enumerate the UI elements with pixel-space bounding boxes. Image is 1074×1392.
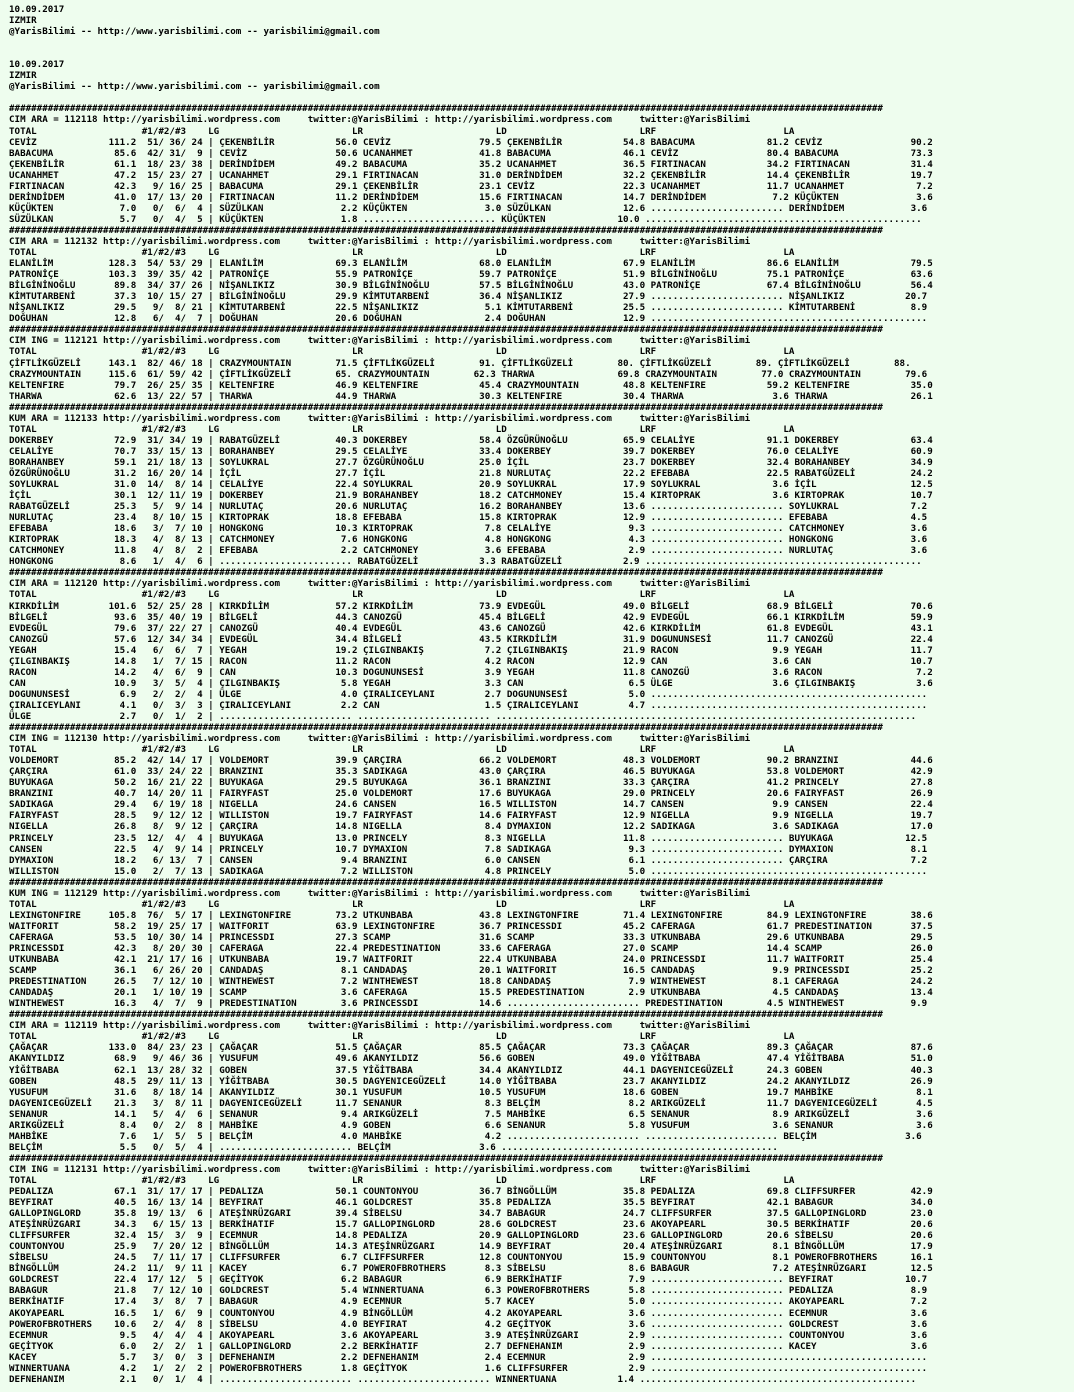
table-row: BEYFIRAT 40.5 16/ 13/ 14 | BEYFIRAT 46.1 GOLDCREST 35.8 PEDALIZA 35.5 BEYFIRAT 42.1 BABAGUR 34.0 <box>9 1197 933 1209</box>
table-row: PRINCESSDI 42.3 8/ 20/ 30 | CAFERAGA 22.4 PREDESTINATION 33.6 CAFERAGA 27.0 SCAMP 14.4 SCAMP 26.0 <box>9 942 933 954</box>
table-row: ÇEKENBİLİR 61.1 18/ 23/ 38 | DERİNDİDEM 49.2 BABACUMA 35.2 UCANAHMET 36.5 FIRTINACAN 34.2 FIRTINACAN 31.4 <box>9 158 933 170</box>
table-row: ECEMNUR 9.5 4/ 4/ 4 | AKOYAPEARL 3.6 AKOYAPEARL 3.9 ATEŞİNRÜZGARI 2.9 ........................ COUNTONYOU 3.6 <box>9 1329 928 1341</box>
table-row: CATCHMONEY 11.8 4/ 8/ 2 | EFEBABA 2.2 CATCHMONEY 3.6 EFEBABA 2.9 ........................ NURLUTAÇ 3.6 <box>9 545 928 557</box>
table-row: CRAZYMOUNTAIN 115.6 61/ 59/ 42 | ÇİFTLİKGÜZELİ 65. CRAZYMOUNTAIN 62.3 THARWA 69.8 CRAZYMOUNTAIN 77.0 CRAZYMOUNTAIN 79.6 <box>9 368 928 380</box>
text-line <box>9 48 1074 59</box>
column-header-line: TOTAL #1/#2/#3 LG LR LD LRF LA <box>9 125 795 137</box>
section-separator: ############################################################################################################################################################## <box>9 324 883 336</box>
table-row: BABACUMA 85.6 42/ 31/ 9 | CEVİZ 50.6 UCANAHMET 41.8 BABACUMA 46.1 CEVİZ 80.4 BABACUMA 73.3 <box>9 147 933 159</box>
column-header-line: TOTAL #1/#2/#3 LG LR LD LRF LA <box>9 1174 795 1186</box>
table-row: SENANUR 14.1 5/ 4/ 6 | SENANUR 9.4 ARIKGÜZELİ 7.5 MAHBİKE 6.5 SENANUR 8.9 ARIKGÜZELİ 3.6 <box>9 1108 933 1120</box>
table-row: ARIKGÜZELİ 8.4 0/ 2/ 8 | MAHBİKE 4.9 GOBEN 6.6 SENANUR 5.8 YUSUFUM 3.6 SENANUR 3.6 <box>9 1119 933 1131</box>
table-row: BORAHANBEY 59.1 21/ 18/ 13 | SOYLUKRAL 27.7 ÖZGÜRÜNOĞLU 25.0 İÇİL 23.7 DOKERBEY 32.4 BORAHANBEY 34.9 <box>9 456 933 468</box>
table-row: WINNERTUANA 4.2 1/ 2/ 2 | POWEROFBROTHERS 1.8 GEÇİTYOK 1.6 CLIFFSURFER 2.9 .................................................. <box>9 1362 928 1374</box>
section-separator: ############################################################################################################################################################## <box>9 224 883 236</box>
table-row: BİLGELİ 93.6 35/ 40/ 19 | BİLGELİ 44.3 CANOZGÜ 45.4 BİLGELİ 42.9 EVDEGÜL 66.1 KIRKDİLİM 59.9 <box>9 611 933 623</box>
table-row: UCANAHMET 47.2 15/ 23/ 27 | UCANAHMET 29.1 FIRTINACAN 31.0 DERİNDİDEM 32.2 ÇEKENBİLİR 14.4 ÇEKENBİLİR 19.7 <box>9 169 933 181</box>
race-header-line: CIM ARA = 112118 http://yarisbilimi.wordpress.com twitter:@YarisBilimi : http://yarisbilimi.wordpress.com twitter:@YarisBilimi <box>9 114 751 126</box>
section-separator: ############################################################################################################################################################## <box>9 567 883 579</box>
table-row: BUYUKAGA 50.2 16/ 21/ 22 | BUYUKAGA 29.5 BUYUKAGA 36.1 BRANZINI 33.3 ÇARÇIRA 41.2 PRINCELY 27.8 <box>9 777 933 789</box>
table-row: NIGELLA 26.8 8/ 9/ 12 | ÇARÇIRA 14.8 NIGELLA 8.4 DYMAXION 12.2 SADIKAGA 3.6 SADIKAGA 17.0 <box>9 821 933 833</box>
table-row: GOLDCREST 22.4 17/ 12/ 5 | GEÇİTYOK 6.2 BABAGUR 6.9 BERKİHATIF 7.9 ........................ BEYFIRAT 10.7 <box>9 1274 928 1286</box>
race-header-line: KUM ING = 112129 http://yarisbilimi.wordpress.com twitter:@YarisBilimi : http://yarisbilimi.wordpress.com twitter:@YarisBilimi <box>9 887 751 899</box>
table-row: EVDEGÜL 79.6 37/ 22/ 27 | CANOZGÜ 40.4 EVDEGÜL 43.6 CANOZGÜ 42.6 KIRKDİLİM 61.8 EVDEGÜL 43.1 <box>9 622 933 634</box>
column-header-line: TOTAL #1/#2/#3 LG LR LD LRF LA <box>9 589 795 601</box>
table-row: ÇARÇIRA 61.0 33/ 24/ 22 | BRANZINI 35.3 SADIKAGA 43.0 ÇARÇIRA 46.5 BUYUKAGA 53.8 VOLDEMORT 42.9 <box>9 766 933 778</box>
table-row: YİĞİTBABA 62.1 13/ 28/ 32 | GOBEN 37.5 YİĞİTBABA 34.4 AKANYILDIZ 44.1 DAGYENICEGÜZELİ 24.3 GOBEN 40.3 <box>9 1064 933 1076</box>
table-row: VOLDEMORT 85.2 42/ 14/ 17 | VOLDEMORT 39.9 ÇARÇIRA 66.2 VOLDEMORT 48.3 VOLDEMORT 90.2 BRANZINI 44.6 <box>9 755 933 767</box>
table-row: FAIRYFAST 28.5 9/ 12/ 12 | WILLISTON 19.7 FAIRYFAST 14.6 FAIRYFAST 12.9 NIGELLA 9.9 NIGELLA 19.7 <box>9 810 933 822</box>
table-row: ELANİLİM 128.3 54/ 53/ 29 | ELANİLİM 69.3 ELANİLİM 68.0 ELANİLİM 67.9 ELANİLİM 86.6 ELANİLİM 79.5 <box>9 258 933 270</box>
table-row: İÇİL 30.1 12/ 11/ 19 | DOKERBEY 21.9 BORAHANBEY 18.2 CATCHMONEY 15.4 KIRTOPRAK 3.6 KIRTOPRAK 10.7 <box>9 490 933 502</box>
race-header-line: CIM ING = 112130 http://yarisbilimi.wordpress.com twitter:@YarisBilimi : http://yarisbilimi.wordpress.com twitter:@YarisBilimi <box>9 733 751 745</box>
table-row: SİBELSU 24.5 7/ 11/ 17 | CLIFFSURFER 6.7 CLIFFSURFER 12.8 COUNTONYOU 15.9 COUNTONYOU 8.1 POWEROFBROTHERS 16.1 <box>9 1252 933 1264</box>
table-row: RACON 14.2 4/ 6/ 9 | CAN 10.3 DOGUNUNSESİ 3.9 YEGAH 11.8 CANOZGÜ 3.6 RACON 7.2 <box>9 666 933 678</box>
table-row: DEFNEHANIM 2.1 0/ 1/ 4 | ........................ ........................ WINNERTUANA 1.4 .................................................. <box>9 1373 917 1385</box>
table-row: KACEY 5.7 3/ 0/ 3 | DEFNEHANIM 2.2 DEFNEHANIM 2.4 ECEMNUR 2.9 .................................................. <box>9 1351 928 1363</box>
table-row: CAFERAGA 53.5 10/ 30/ 14 | PRINCESSDI 27.3 SCAMP 31.6 SCAMP 33.3 UTKUNBABA 29.6 UTKUNBABA 29.5 <box>9 931 933 943</box>
column-header-line: TOTAL #1/#2/#3 LG LR LD LRF LA <box>9 1031 795 1043</box>
table-row: SCAMP 36.1 6/ 26/ 20 | CANDADAŞ 8.1 CANDADAŞ 20.1 WAITFORIT 16.5 CANDADAŞ 9.9 PRINCESSDI 25.2 <box>9 965 933 977</box>
table-row: NİŞANLIKIZ 29.5 9/ 8/ 21 | KİMTUTARBENİ 22.5 NİŞANLIKIZ 5.1 KİMTUTARBENİ 25.5 ........................ KİMTUTARBENİ 8.9 <box>9 302 928 314</box>
race-header-line: CIM ARA = 112120 http://yarisbilimi.wordpress.com twitter:@YarisBilimi : http://yarisbilimi.wordpress.com twitter:@YarisBilimi <box>9 578 751 590</box>
text-line: IZMIR <box>9 15 37 27</box>
table-row: WINTHEWEST 16.3 4/ 7/ 9 | PREDESTINATION 3.6 PRINCESSDI 14.6 ........................ PREDESTINATION 4.5 WINTHEWEST 9.9 <box>9 998 928 1010</box>
race-header-line: CIM ARA = 112119 http://yarisbilimi.wordpress.com twitter:@YarisBilimi : http://yarisbilimi.wordpress.com twitter:@YarisBilimi <box>9 1020 751 1032</box>
table-row: AKANYILDIZ 68.9 9/ 46/ 36 | YUSUFUM 49.6 AKANYILDIZ 56.6 GOBEN 49.0 YİĞİTBABA 47.4 YİĞİTBABA 51.0 <box>9 1053 933 1065</box>
table-row: GALLOPINGLORD 35.8 19/ 13/ 6 | ATEŞİNRÜZGARI 39.4 SİBELSU 34.7 BABAGUR 24.7 CLIFFSURFER 37.5 GALLOPINGLORD 23.0 <box>9 1208 933 1220</box>
table-row: KIRTOPRAK 18.3 4/ 8/ 13 | CATCHMONEY 7.6 HONGKONG 4.8 HONGKONG 4.3 ........................ HONGKONG 3.6 <box>9 534 928 546</box>
column-header-line: TOTAL #1/#2/#3 LG LR LD LRF LA <box>9 247 795 259</box>
table-row: BELÇİM 5.5 0/ 5/ 4 | ........................ BELÇİM 3.6 .................................................. <box>9 1141 778 1153</box>
table-row: WILLISTON 15.0 2/ 7/ 13 | SADIKAGA 7.2 WILLISTON 4.8 PRINCELY 5.0 .................................................. <box>9 865 928 877</box>
text-line <box>9 92 1074 103</box>
text-line: 10.09.2017 <box>9 59 65 71</box>
table-row: CEVİZ 111.2 51/ 36/ 24 | ÇEKENBİLİR 56.0 CEVİZ 79.5 ÇEKENBİLİR 54.8 BABACUMA 81.2 CEVİZ 90.2 <box>9 136 933 148</box>
table-row: ÖZGÜRÜNOĞLU 31.2 16/ 20/ 14 | İÇİL 27.7 İÇİL 21.8 NURLUTAÇ 22.2 EFEBABA 22.5 RABATGÜZELİ 24.2 <box>9 467 933 479</box>
table-row: CANOZGÜ 57.6 12/ 34/ 34 | EVDEGÜL 34.4 BİLGELİ 43.5 KIRKDİLİM 31.9 DOGUNUNSESİ 11.7 CANOZGÜ 22.4 <box>9 633 933 645</box>
section-separator: ############################################################################################################################################################## <box>9 722 883 734</box>
section-separator: ############################################################################################################################################################## <box>9 401 883 413</box>
table-row: SÜZÜLKAN 5.7 0/ 4/ 5 | KÜÇÜKTEN 1.8 ........................ KÜÇÜKTEN 10.0 .................................................. <box>9 213 922 225</box>
column-header-line: TOTAL #1/#2/#3 LG LR LD LRF LA <box>9 423 795 435</box>
text-line: 10.09.2017 <box>9 4 65 15</box>
table-row: PREDESTINATION 26.5 7/ 12/ 10 | WINTHEWEST 7.2 WINTHEWEST 18.8 CANDADAŞ 7.9 WINTHEWEST 8.1 CAFERAGA 24.2 <box>9 976 933 988</box>
race-header-line: CIM ING = 112121 http://yarisbilimi.wordpress.com twitter:@YarisBilimi : http://yarisbilimi.wordpress.com twitter:@YarisBilimi <box>9 335 751 347</box>
table-row: CELALİYE 70.7 33/ 15/ 13 | BORAHANBEY 29.5 CELALİYE 33.4 DOKERBEY 39.7 DOKERBEY 76.0 CELALİYE 60.9 <box>9 445 933 457</box>
table-row: HONGKONG 8.6 1/ 4/ 6 | ........................ RABATGÜZELİ 3.3 RABATGÜZELİ 2.9 .................................................. <box>9 556 922 568</box>
table-row: CANDADAŞ 20.1 1/ 10/ 19 | SCAMP 3.6 CAFERAGA 15.5 PREDESTINATION 2.9 UTKUNBABA 4.5 CANDADAŞ 13.4 <box>9 987 933 999</box>
table-row: PEDALIZA 67.1 31/ 17/ 17 | PEDALIZA 50.1 COUNTONYOU 36.7 BİNGÖLLÜM 35.8 PEDALIZA 69.8 CLIFFSURFER 42.9 <box>9 1186 933 1198</box>
table-row: YEGAH 15.4 6/ 6/ 7 | YEGAH 19.2 ÇILGINBAKIŞ 7.2 ÇILGINBAKIŞ 21.9 RACON 9.9 YEGAH 11.7 <box>9 644 933 656</box>
text-line: IZMIR <box>9 70 37 82</box>
table-row: GEÇİTYOK 6.0 2/ 2/ 1 | GALLOPINGLORD 2.2 BERKİHATIF 2.7 DEFNEHANIM 2.9 ........................ KACEY 3.6 <box>9 1340 928 1352</box>
table-row: DERİNDİDEM 41.0 17/ 13/ 20 | FIRTINACAN 11.2 DERİNDİDEM 15.6 FIRTINACAN 14.7 DERİNDİDEM 7.2 KÜÇÜKTEN 3.6 <box>9 191 933 203</box>
table-row: MAHBİKE 7.6 1/ 5/ 5 | BELÇİM 4.0 MAHBİKE 4.2 ........................ ........................ BELÇİM 3.6 <box>9 1130 922 1142</box>
table-row: DAGYENICEGÜZELİ 21.3 3/ 8/ 11 | DAGYENICEGÜZELİ 11.7 SENANUR 8.3 BELÇİM 8.2 ARIKGÜZELİ 11.7 DAGYENICEGÜZELİ 4.5 <box>9 1097 933 1109</box>
table-row: KIRKDİLİM 101.6 52/ 25/ 28 | KIRKDİLİM 57.2 KIRKDİLİM 73.9 EVDEGÜL 49.0 BİLGELİ 68.9 BİLGELİ 70.6 <box>9 600 933 612</box>
section-separator: ############################################################################################################################################################## <box>9 1152 883 1164</box>
table-row: PRINCELY 23.5 12/ 4/ 4 | BUYUKAGA 13.0 PRINCELY 8.3 NIGELLA 11.8 ........................ BUYUKAGA 12.5 <box>9 832 928 844</box>
table-row: DOGUNUNSESİ 6.9 2/ 2/ 4 | ÜLGE 4.0 ÇIRALICEYLANI 2.7 DOGUNUNSESİ 5.0 .................................................. <box>9 688 928 700</box>
table-row: POWEROFBROTHERS 10.6 2/ 4/ 8 | SİBELSU 4.0 BEYFIRAT 4.2 GEÇİTYOK 3.6 ........................ GOLDCREST 3.6 <box>9 1318 928 1330</box>
table-row: ÇİFTLİKGÜZELİ 143.1 82/ 46/ 18 | CRAZYMOUNTAIN 71.5 ÇİFTLİKGÜZELİ 91. ÇİFTLİKGÜZELİ 80. ÇİFTLİKGÜZELİ 89. ÇİFTLİKGÜZELİ 88. <box>9 357 911 369</box>
table-row: KELTENFIRE 79.7 26/ 25/ 35 | KELTENFIRE 46.9 KELTENFIRE 45.4 CRAZYMOUNTAIN 48.8 KELTENFIRE 59.2 KELTENFIRE 35.0 <box>9 379 933 391</box>
table-row: KÜÇÜKTEN 7.0 0/ 6/ 4 | SÜZÜLKAN 2.2 KÜÇÜKTEN 3.0 SÜZÜLKAN 12.6 ........................ DERİNDİDEM 3.6 <box>9 202 928 214</box>
table-row: SOYLUKRAL 31.0 14/ 8/ 14 | CELALİYE 22.4 SOYLUKRAL 20.9 SOYLUKRAL 17.9 SOYLUKRAL 3.6 İÇİL 12.5 <box>9 479 933 491</box>
table-row: BERKİHATIF 17.4 3/ 8/ 7 | BABAGUR 4.9 ECEMNUR 5.7 KACEY 5.0 ........................ AKOYAPEARL 7.2 <box>9 1296 928 1308</box>
table-row: ÇAĞAÇAR 133.0 84/ 23/ 23 | ÇAĞAÇAR 51.5 ÇAĞAÇAR 85.5 ÇAĞAÇAR 73.3 ÇAĞAÇAR 89.3 ÇAĞAÇAR 87.6 <box>9 1042 933 1054</box>
table-row: FIRTINACAN 42.3 9/ 16/ 25 | BABACUMA 29.1 ÇEKENBİLİR 23.1 CEVİZ 22.3 UCANAHMET 11.7 UCANAHMET 7.2 <box>9 180 933 192</box>
table-row: BİNGÖLLÜM 24.2 11/ 9/ 11 | KACEY 6.7 POWEROFBROTHERS 8.3 SİBELSU 8.6 BABAGUR 7.2 ATEŞİNRÜZGARI 12.5 <box>9 1263 933 1275</box>
race-header-line: CIM ING = 112131 http://yarisbilimi.wordpress.com twitter:@YarisBilimi : http://yarisbilimi.wordpress.com twitter:@YarisBilimi <box>9 1163 751 1175</box>
table-row: CANSEN 22.5 4/ 9/ 14 | PRINCELY 10.7 DYMAXION 7.8 SADIKAGA 9.3 ........................ DYMAXION 8.1 <box>9 843 928 855</box>
section-separator: ############################################################################################################################################################## <box>9 876 883 888</box>
race-header-line: KUM ARA = 112133 http://yarisbilimi.wordpress.com twitter:@YarisBilimi : http://yarisbilimi.wordpress.com twitter:@YarisBilimi <box>9 412 751 424</box>
table-row: COUNTONYOU 25.9 7/ 20/ 12 | BİNGÖLLÜM 14.3 ATEŞİNRÜZGARI 14.9 BEYFIRAT 20.4 ATEŞİNRÜZGARI 8.1 BİNGÖLLÜM 17.9 <box>9 1241 933 1253</box>
column-header-line: TOTAL #1/#2/#3 LG LR LD LRF LA <box>9 898 795 910</box>
table-row: DOKERBEY 72.9 31/ 34/ 19 | RABATGÜZELİ 40.3 DOKERBEY 58.4 ÖZGÜRÜNOĞLU 65.9 CELALİYE 91.1 DOKERBEY 63.4 <box>9 434 933 446</box>
table-row: ÇIRALICEYLANI 4.1 0/ 3/ 3 | ÇIRALICEYLANI 2.2 CAN 1.5 ÇIRALICEYLANI 4.7 .................................................. <box>9 699 928 711</box>
table-row: BRANZINI 40.7 14/ 20/ 11 | FAIRYFAST 25.0 VOLDEMORT 17.6 BUYUKAGA 29.0 PRINCELY 20.6 FAIRYFAST 26.9 <box>9 788 933 800</box>
text-line <box>9 37 1074 48</box>
table-row: CLIFFSURFER 32.4 15/ 3/ 9 | ECEMNUR 14.8 PEDALIZA 20.9 GALLOPINGLORD 23.6 GALLOPINGLORD 20.6 SİBELSU 20.6 <box>9 1230 933 1242</box>
table-row: BİLGİNİNOĞLU 89.8 34/ 37/ 26 | NİŞANLIKIZ 30.9 BİLGİNİNOĞLU 57.5 BİLGİNİNOĞLU 43.0 PATRONİÇE 67.4 BİLGİNİNOĞLU 56.4 <box>9 280 933 292</box>
table-row: AKOYAPEARL 16.5 1/ 6/ 9 | COUNTONYOU 4.9 BİNGÖLLÜM 4.2 AKOYAPEARL 3.6 ........................ ECEMNUR 3.6 <box>9 1307 928 1319</box>
table-row: NURLUTAÇ 23.4 8/ 10/ 15 | KIRTOPRAK 18.8 EFEBABA 15.8 KIRTOPRAK 12.9 ........................ EFEBABA 4.5 <box>9 512 928 524</box>
table-row: BABAGUR 21.8 7/ 12/ 10 | GOLDCREST 5.4 WINNERTUANA 6.3 POWEROFBROTHERS 5.8 ........................ PEDALIZA 8.9 <box>9 1285 928 1297</box>
table-row: KİMTUTARBENİ 37.3 10/ 15/ 27 | BİLGİNİNOĞLU 29.9 KİMTUTARBENİ 36.4 NİŞANLIKIZ 27.9 ........................ NİŞANLIKIZ 20.7 <box>9 291 928 303</box>
table-row: EFEBABA 18.6 3/ 7/ 10 | HONGKONG 10.3 KIRTOPRAK 7.8 CELALİYE 9.3 ........................ CATCHMONEY 3.6 <box>9 523 928 535</box>
table-row: LEXINGTONFIRE 105.8 76/ 5/ 17 | LEXINGTONFIRE 73.2 UTKUNBABA 43.8 LEXINGTONFIRE 71.4 LEXINGTONFIRE 84.9 LEXINGTONFIRE 38.6 <box>9 909 933 921</box>
table-row: WAITFORIT 58.2 19/ 25/ 17 | WAITFORIT 63.9 LEXINGTONFIRE 36.7 PRINCESSDI 45.2 CAFERAGA 61.7 PREDESTINATION 37.5 <box>9 920 933 932</box>
table-row: DOĞUHAN 12.8 6/ 4/ 7 | DOĞUHAN 20.6 DOĞUHAN 2.4 DOĞUHAN 12.9 .................................................. <box>9 313 928 325</box>
table-row: THARWA 62.6 13/ 22/ 57 | THARWA 44.9 THARWA 30.3 KELTENFIRE 30.4 THARWA 3.6 THARWA 26.1 <box>9 390 933 402</box>
table-row: GOBEN 48.5 29/ 11/ 13 | YİĞİTBABA 30.5 DAGYENICEGÜZELİ 14.0 YİĞİTBABA 23.7 AKANYILDIZ 24.2 AKANYILDIZ 26.9 <box>9 1075 933 1087</box>
section-separator: ############################################################################################################################################################## <box>9 1009 883 1021</box>
section-separator: ############################################################################################################################################################## <box>9 103 883 115</box>
table-row: SADIKAGA 29.4 6/ 19/ 18 | NIGELLA 24.6 CANSEN 16.5 WILLISTON 14.7 CANSEN 9.9 CANSEN 22.4 <box>9 799 933 811</box>
race-header-line: CIM ARA = 112132 http://yarisbilimi.wordpress.com twitter:@YarisBilimi : http://yarisbilimi.wordpress.com twitter:@YarisBilimi <box>9 235 751 247</box>
table-row: ATEŞİNRÜZGARI 34.3 6/ 15/ 13 | BERKİHATIF 15.7 GALLOPINGLORD 28.6 GOLDCREST 23.6 AKOYAPEARL 30.5 BERKİHATIF 20.6 <box>9 1219 933 1231</box>
text-line: @YarisBilimi -- http://www.yarisbilimi.com -- yarisbilimi@gmail.com <box>9 26 380 38</box>
table-row: DYMAXION 18.2 6/ 13/ 7 | CANSEN 9.4 BRANZINI 6.0 CANSEN 6.1 ........................ ÇARÇIRA 7.2 <box>9 854 928 866</box>
table-row: ÜLGE 2.7 0/ 1/ 2 | ........................ ........................ ............................................................................ <box>9 711 917 722</box>
text-line: @YarisBilimi -- http://www.yarisbilimi.com -- yarisbilimi@gmail.com <box>9 81 380 93</box>
table-row: CAN 10.9 3/ 5/ 4 | ÇILGINBAKIŞ 5.8 YEGAH 3.3 CAN 6.5 ÜLGE 3.6 ÇILGINBAKIŞ 3.6 <box>9 677 933 689</box>
table-row: PATRONİÇE 103.3 39/ 35/ 42 | PATRONİÇE 55.9 PATRONİÇE 59.7 PATRONİÇE 51.9 BİLGİNİNOĞLU 75.1 PATRONİÇE 63.6 <box>9 269 933 281</box>
column-header-line: TOTAL #1/#2/#3 LG LR LD LRF LA <box>9 346 795 358</box>
table-row: YUSUFUM 31.6 8/ 18/ 14 | AKANYILDIZ 30.1 YUSUFUM 10.5 YUSUFUM 18.6 GOBEN 19.7 MAHBİKE 8.1 <box>9 1086 933 1098</box>
column-header-line: TOTAL #1/#2/#3 LG LR LD LRF LA <box>9 744 795 756</box>
table-row: ÇILGINBAKIŞ 14.8 1/ 7/ 15 | RACON 11.2 RACON 4.2 RACON 12.9 CAN 3.6 CAN 10.7 <box>9 655 933 667</box>
table-row: RABATGÜZELİ 25.3 5/ 9/ 14 | NURLUTAÇ 20.6 NURLUTAÇ 16.2 BORAHANBEY 13.6 ........................ SOYLUKRAL 7.2 <box>9 501 928 513</box>
table-row: UTKUNBABA 42.1 21/ 17/ 16 | UTKUNBABA 19.7 WAITFORIT 22.4 UTKUNBABA 24.0 PRINCESSDI 11.7 WAITFORIT 25.4 <box>9 954 933 966</box>
